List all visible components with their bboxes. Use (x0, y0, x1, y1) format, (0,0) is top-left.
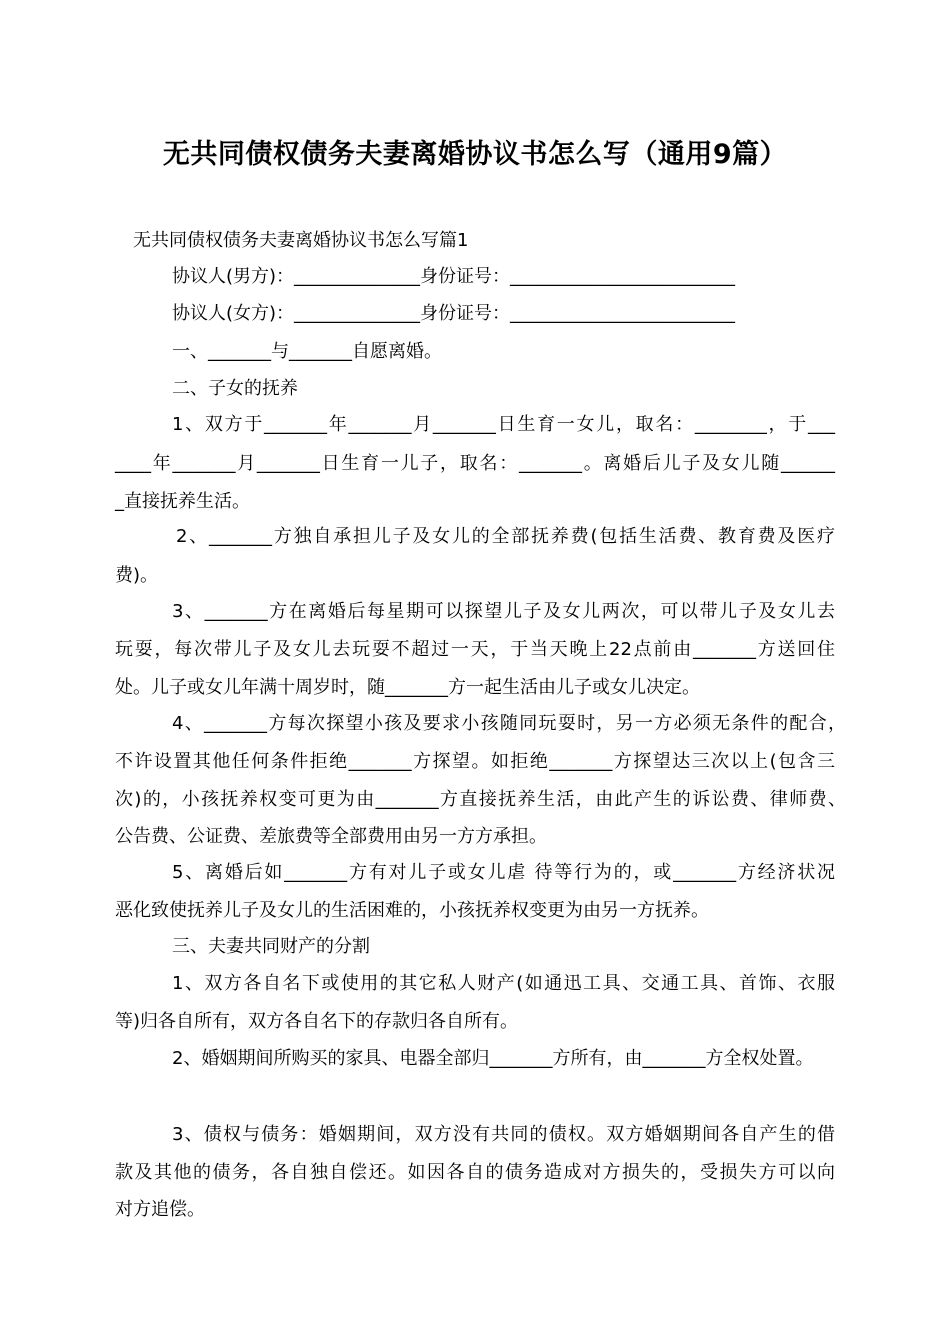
clause-one: 一、_______与_______自愿离婚。 (172, 341, 442, 362)
custody-item-4-line-4: 公告费、公证费、差旅费等全部费用由另一方方承担。 (115, 826, 547, 847)
custody-item-3-line-2: 玩耍，每次带儿子及女儿去玩耍不超过一天，于当天晚上22点前由_______方送回住 (115, 639, 835, 660)
custody-item-1-line-1: 1、双方于_______年_______月_______日生育一女儿，取名：________，于___ (172, 414, 835, 435)
section-heading: 无共同债权债务夫妻离婚协议书怎么写篇1 (133, 230, 469, 251)
party-male-line: 协议人(男方)：______________身份证号：_________________________ (172, 266, 736, 287)
property-item-1-line-1: 1、双方各自名下或使用的其它私人财产(如通迅工具、交通工具、首饰、衣服 (172, 973, 835, 994)
custody-item-2-line-1: 2、_______方独自承担儿子及女儿的全部抚养费(包括生活费、教育费及医疗 (176, 526, 835, 547)
heading-property-division: 三、夫妻共同财产的分割 (172, 936, 370, 957)
document-title: 无共同债权债务夫妻离婚协议书怎么写（通用9篇） (162, 139, 788, 170)
property-item-3-line-3: 对方追偿。 (115, 1199, 205, 1220)
custody-item-4-line-1: 4、_______方每次探望小孩及要求小孩随同玩耍时，另一方必须无条件的配合， (172, 713, 846, 734)
custody-item-5-line-1: 5、离婚后如_______方有对儿子或女儿虐 待等行为的，或_______方经济状况 (172, 862, 835, 883)
custody-item-2-line-2: 费)。 (115, 565, 159, 586)
custody-item-3-line-1: 3、_______方在离婚后每星期可以探望儿子及女儿两次，可以带儿子及女儿去 (172, 601, 835, 622)
property-item-2: 2、婚姻期间所购买的家具、电器全部归_______方所有，由_______方全权处置。 (172, 1048, 814, 1069)
custody-item-5-line-2: 恶化致使抚养儿子及女儿的生活困难的，小孩抚养权变更为由另一方抚养。 (115, 900, 709, 921)
party-female-line: 协议人(女方)：______________身份证号：_________________________ (172, 303, 736, 324)
custody-item-3-line-3: 处。儿子或女儿年满十周岁时，随_______方一起生活由儿子或女儿决定。 (115, 677, 700, 698)
custody-item-1-line-2: ____年_______月_______日生育一儿子，取名：_______。离婚后儿子及女儿随______ (115, 453, 835, 474)
custody-item-4-line-2: 不许设置其他任何条件拒绝_______方探望。如拒绝_______方探望达三次以上(包含三 (115, 751, 835, 772)
custody-item-4-line-3: 次)的，小孩抚养权变可更为由_______方直接抚养生活，由此产生的诉讼费、律师费、 (115, 789, 846, 810)
heading-child-custody: 二、子女的抚养 (172, 378, 298, 399)
custody-item-1-line-3: _直接抚养生活。 (115, 491, 250, 512)
property-item-3-line-2: 款及其他的债务，各自独自偿还。如因各自的债务造成对方损失的，受损失方可以向 (115, 1162, 835, 1183)
property-item-1-line-2: 等)归各自所有，双方各自名下的存款归各自所有。 (115, 1011, 519, 1032)
property-item-3-line-1: 3、债权与债务：婚姻期间，双方没有共同的债权。双方婚姻期间各自产生的借 (172, 1124, 835, 1145)
